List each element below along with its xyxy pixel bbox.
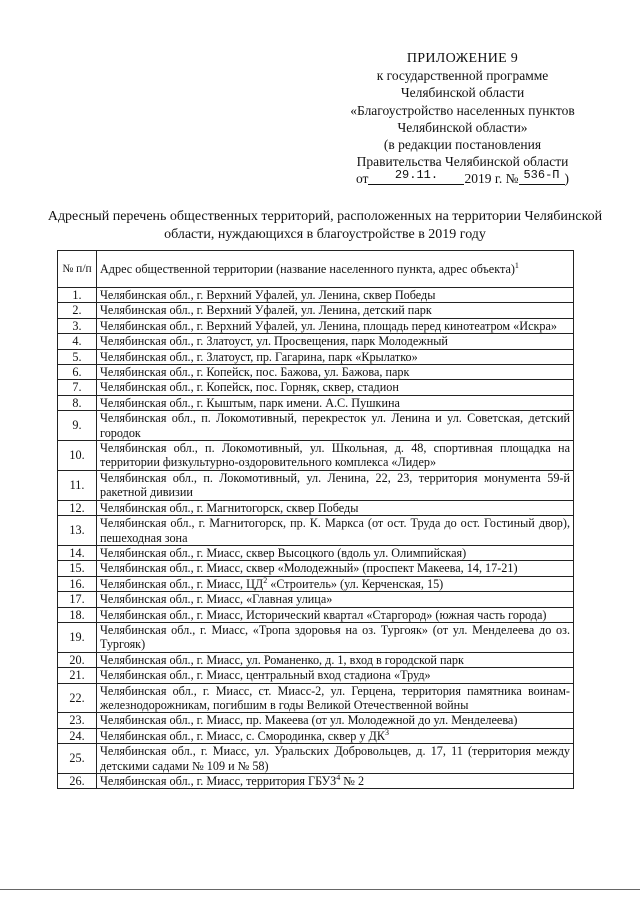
row-address-text: Челябинская обл., г. Кыштым, парк имени. А.С. Пушкина	[100, 395, 400, 410]
row-number: 8.	[58, 395, 97, 410]
row-address	[97, 500, 574, 515]
header-line: Правительства Челябинской области	[356, 154, 569, 170]
row-address-text: Челябинская обл., г. Миасс, ЦД	[100, 576, 264, 591]
row-number: 20.	[58, 652, 97, 667]
row-address	[97, 288, 574, 303]
row-number: 15.	[58, 561, 97, 576]
table-row	[58, 668, 574, 683]
bottom-rule	[0, 889, 640, 890]
row-address	[97, 545, 574, 560]
row-address-text: Челябинская обл., г. Миасс, Исторический квартал «Старгород» (южная часть города)	[100, 607, 547, 622]
row-number: 14.	[58, 545, 97, 560]
row-number: 21.	[58, 668, 97, 683]
row-address-text: Челябинская обл., г. Верхний Уфалей, ул. Ленина, площадь перед кинотеатром «Искра»	[100, 318, 557, 333]
table-row	[58, 380, 574, 395]
row-address	[97, 349, 574, 364]
date-field	[368, 170, 464, 185]
row-number: 5.	[58, 349, 97, 364]
address-table	[57, 250, 574, 789]
table-row	[58, 713, 574, 728]
row-number: 12.	[58, 500, 97, 515]
document-title: Адресный перечень общественных территорий, расположенных на территории Челябинской области, нуждающихся в благоустройстве в 2019 году	[47, 209, 603, 242]
row-number: 6.	[58, 365, 97, 380]
row-number: 23.	[58, 713, 97, 728]
column-header-address	[97, 251, 574, 288]
row-address-text: Челябинская обл., г. Миасс, сквер Высоцкого (вдоль ул. Олимпийская)	[100, 545, 467, 560]
row-number: 19.	[58, 622, 97, 652]
table-row	[58, 652, 574, 667]
table-row	[58, 607, 574, 622]
row-number: 26.	[58, 774, 97, 789]
row-address-text: Челябинская обл., г. Верхний Уфалей, ул. Ленина, сквер Победы	[100, 288, 436, 302]
row-address-text: Челябинская обл., г. Златоуст, ул. Просвещения, парк Молодежный	[100, 334, 448, 349]
row-address-text: Челябинская обл., г. Миасс, центральный вход стадиона «Труд»	[100, 668, 431, 683]
row-address-text: Челябинская обл., г. Миасс, ул. Романенко, д. 1, вход в городской парк	[100, 652, 464, 667]
row-address	[97, 652, 574, 667]
row-address-text: Челябинская обл., г. Златоуст, пр. Гагарина, парк «Крылатко»	[100, 349, 418, 364]
table-row	[58, 303, 574, 318]
table-row	[58, 516, 574, 546]
row-address-text: Челябинская обл., г. Миасс, «Главная улица»	[100, 592, 333, 607]
row-address	[97, 622, 574, 652]
date-value: 29.11.	[394, 168, 439, 183]
table-row	[58, 500, 574, 515]
date-prefix: от	[355, 171, 369, 187]
row-number: 18.	[58, 607, 97, 622]
column-header-address-text: Адрес общественной территории (название населенного пункта, адрес объекта)	[100, 261, 515, 276]
table-row	[58, 592, 574, 607]
row-number: 22.	[58, 683, 97, 713]
row-address-text: Челябинская обл., г. Миасс, территория ГБУЗ	[100, 774, 337, 788]
header-line: (в редакции постановления	[383, 137, 542, 153]
row-address	[97, 380, 574, 395]
row-address	[97, 365, 574, 380]
row-address-text: Челябинская обл., г. Миасс, ул. Уральских Добровольцев, д. 17, 11 (территория между детскими садами № 109 и № 58)	[100, 744, 570, 773]
table-row	[58, 411, 574, 441]
row-number: 13.	[58, 516, 97, 546]
row-address-text: Челябинская обл., п. Локомотивный, ул. Ленина, 22, 23, территория монумента 59-й ракетной дивизии	[100, 470, 570, 500]
footnote-marker: 3	[385, 727, 389, 737]
table-row	[58, 622, 574, 652]
row-address	[97, 470, 574, 500]
row-address	[97, 592, 574, 607]
row-number: 9.	[58, 411, 97, 441]
row-address-text: Челябинская обл., г. Миасс, пр. Макеева (от ул. Молодежной до ул. Менделеева)	[100, 713, 518, 728]
row-address-text: Челябинская обл., п. Локомотивный, перекресток ул. Ленина и ул. Советская, детский городок	[100, 411, 570, 440]
table-header-row	[58, 251, 574, 288]
row-address	[97, 728, 574, 743]
row-address	[97, 774, 574, 789]
table-row	[58, 365, 574, 380]
table-row	[58, 318, 574, 333]
row-number: 1.	[58, 288, 97, 303]
row-address	[97, 395, 574, 410]
table-row	[58, 683, 574, 713]
row-address	[97, 576, 574, 591]
row-address	[97, 607, 574, 622]
row-address-text: Челябинская обл., г. Миасс, сквер «Молодежный» (проспект Макеева, 14, 17-21)	[100, 561, 518, 576]
row-address-text-continued: № 2	[340, 774, 365, 788]
row-address-text: Челябинская обл., г. Миасс, с. Смородинка, сквер у ДК	[100, 728, 385, 743]
decree-date-line	[335, 170, 590, 187]
header-line: к государственной программе	[376, 68, 549, 84]
row-address	[97, 334, 574, 349]
table-row	[58, 545, 574, 560]
row-address-text: Челябинская обл., п. Локомотивный, ул. Школьная, д. 48, спортивная площадка на территории физкультурно-оздоровительного комплекса «Лидер»	[100, 441, 570, 470]
footnote-marker: 4	[336, 772, 341, 782]
appendix-title: ПРИЛОЖЕНИЕ 9	[406, 51, 519, 66]
number-value: 536-П	[523, 168, 560, 183]
table-row	[58, 774, 574, 789]
row-number: 4.	[58, 334, 97, 349]
row-number: 3.	[58, 318, 97, 333]
table-row	[58, 470, 574, 500]
row-address	[97, 318, 574, 333]
table-row	[58, 561, 574, 576]
row-address	[97, 561, 574, 576]
row-address	[97, 713, 574, 728]
header-line: Челябинской области	[400, 85, 525, 101]
row-number: 17.	[58, 592, 97, 607]
table-row	[58, 334, 574, 349]
row-address	[97, 441, 574, 471]
row-address	[97, 303, 574, 318]
table-row	[58, 744, 574, 774]
table-row	[58, 576, 574, 591]
table-row	[58, 395, 574, 410]
row-address-text: Челябинская обл., г. Копейск, пос. Горняк, сквер, стадион	[100, 380, 399, 395]
row-number: 7.	[58, 380, 97, 395]
row-address-text: Челябинская обл., г. Миасс, «Тропа здоровья на оз. Тургояк» (от ул. Менделеева до оз. Тургояк)	[100, 622, 570, 652]
table-row	[58, 728, 574, 743]
row-number: 25.	[58, 744, 97, 774]
row-address	[97, 516, 574, 546]
row-address-text: Челябинская обл., г. Копейск, пос. Бажова, ул. Бажова, парк	[100, 365, 410, 380]
table-body	[58, 288, 574, 789]
row-address	[97, 683, 574, 713]
row-address-text-continued: «Строитель» (ул. Керченская, 15)	[267, 576, 444, 591]
row-number: 10.	[58, 441, 97, 471]
row-number: 16.	[58, 576, 97, 591]
table-row	[58, 349, 574, 364]
row-address-text: Челябинская обл., г. Верхний Уфалей, ул. Ленина, детский парк	[100, 303, 432, 318]
table-row	[58, 288, 574, 303]
row-address-text: Челябинская обл., г. Магнитогорск, сквер Победы	[100, 500, 359, 515]
row-number: 11.	[58, 470, 97, 500]
table-row	[58, 441, 574, 471]
row-address	[97, 668, 574, 683]
year-text: 2019 г. №	[464, 171, 519, 187]
appendix-header	[335, 50, 590, 188]
footnote-marker: 2	[263, 575, 268, 585]
number-field	[519, 170, 565, 185]
row-address	[97, 744, 574, 774]
header-line: «Благоустройство населенных пунктов	[350, 102, 575, 118]
footnote-marker: 1	[514, 260, 519, 270]
row-address-text: Челябинская обл., г. Миасс, ст. Миасс-2, ул. Герцена, территория памятника воинам-железнодорожникам, погибшим в годы Великой Отечественной войны	[100, 683, 570, 712]
row-address-text: Челябинская обл., г. Магнитогорск, пр. К. Маркса (от ост. Труда до ост. Гостиный двор), пешеходная зона	[100, 516, 570, 545]
close-paren: )	[564, 171, 569, 187]
row-address	[97, 411, 574, 441]
header-line: Челябинской области»	[397, 119, 528, 135]
row-number: 2.	[58, 303, 97, 318]
column-header-number: № п/п	[58, 251, 97, 288]
row-number: 24.	[58, 728, 97, 743]
